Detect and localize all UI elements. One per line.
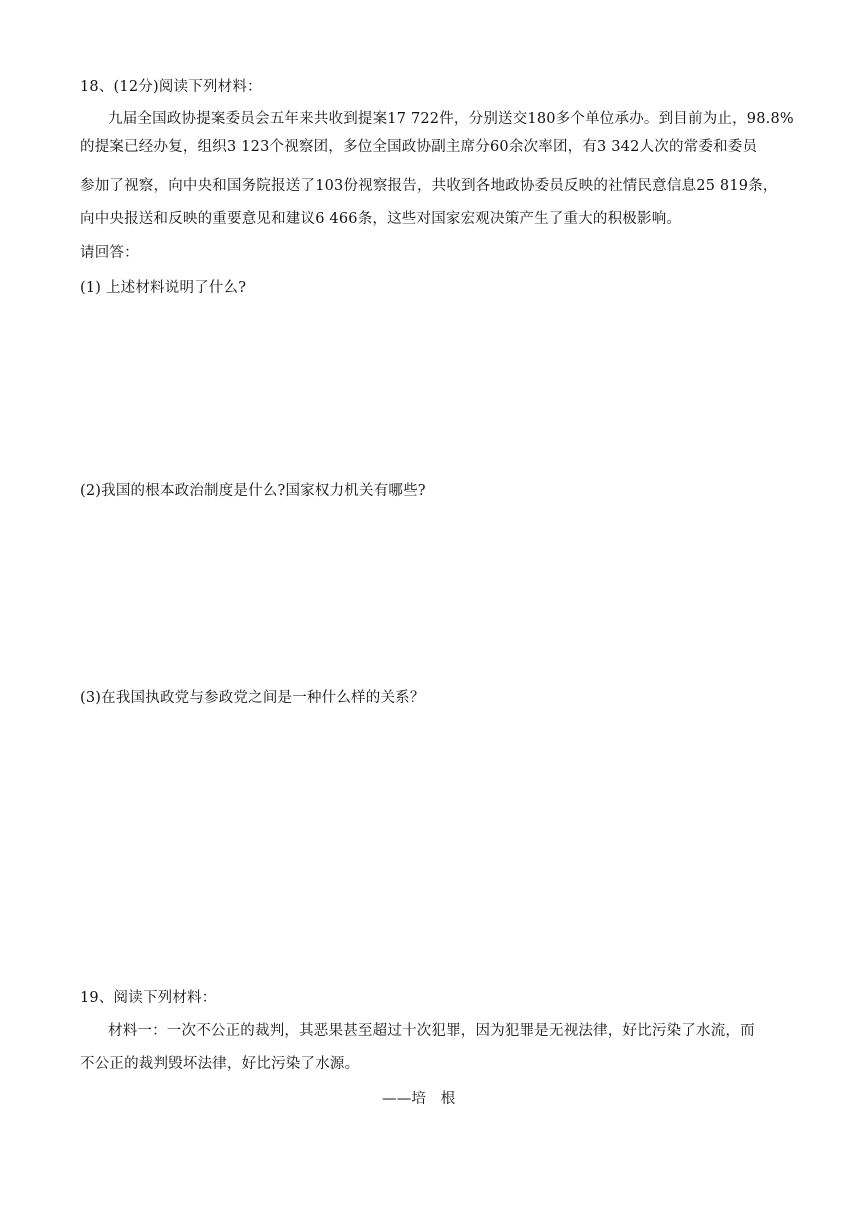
q18-material-line-3: 参加了视察，向中央和国务院报送了103份视察报告，共收到各地政协委员反映的社情民意信息25 819条， xyxy=(80,178,778,194)
q18-sub-question-2: (2)我国的根本政治制度是什么?国家权力机关有哪些? xyxy=(80,483,426,499)
q18-material-line-4: 向中央报送和反映的重要意见和建议6 466条，这些对国家宏观决策产生了重大的积极影响。 xyxy=(80,211,682,227)
q18-sub-question-3: (3)在我国执政党与参政党之间是一种什么样的关系？ xyxy=(80,690,425,706)
q19-material1-line-2: 不公正的裁判毁坏法律，好比污染了水源。 xyxy=(80,1056,360,1072)
q19-heading: 19、阅读下列材料： xyxy=(80,990,217,1006)
q18-material-line-1: 九届全国政协提案委员会五年来共收到提案17 722件，分别送交180多个单位承办。到目前为止，98.8% xyxy=(108,111,794,127)
q19-attribution: ——培 根 xyxy=(382,1091,456,1107)
q18-heading: 18、(12分)阅读下列材料： xyxy=(80,79,262,95)
q19-material1-line-1: 材料一：一次不公正的裁判，其恶果甚至超过十次犯罪，因为犯罪是无视法律，好比污染了水流，而 xyxy=(108,1023,755,1039)
q18-material-line-2: 的提案已经办复，组织3 123个视察团，多位全国政协副主席分60余次率团，有3 342人次的常委和委员 xyxy=(80,139,758,155)
q18-prompt: 请回答： xyxy=(80,245,139,261)
q18-sub-question-1: (1) 上述材料说明了什么? xyxy=(80,280,247,296)
